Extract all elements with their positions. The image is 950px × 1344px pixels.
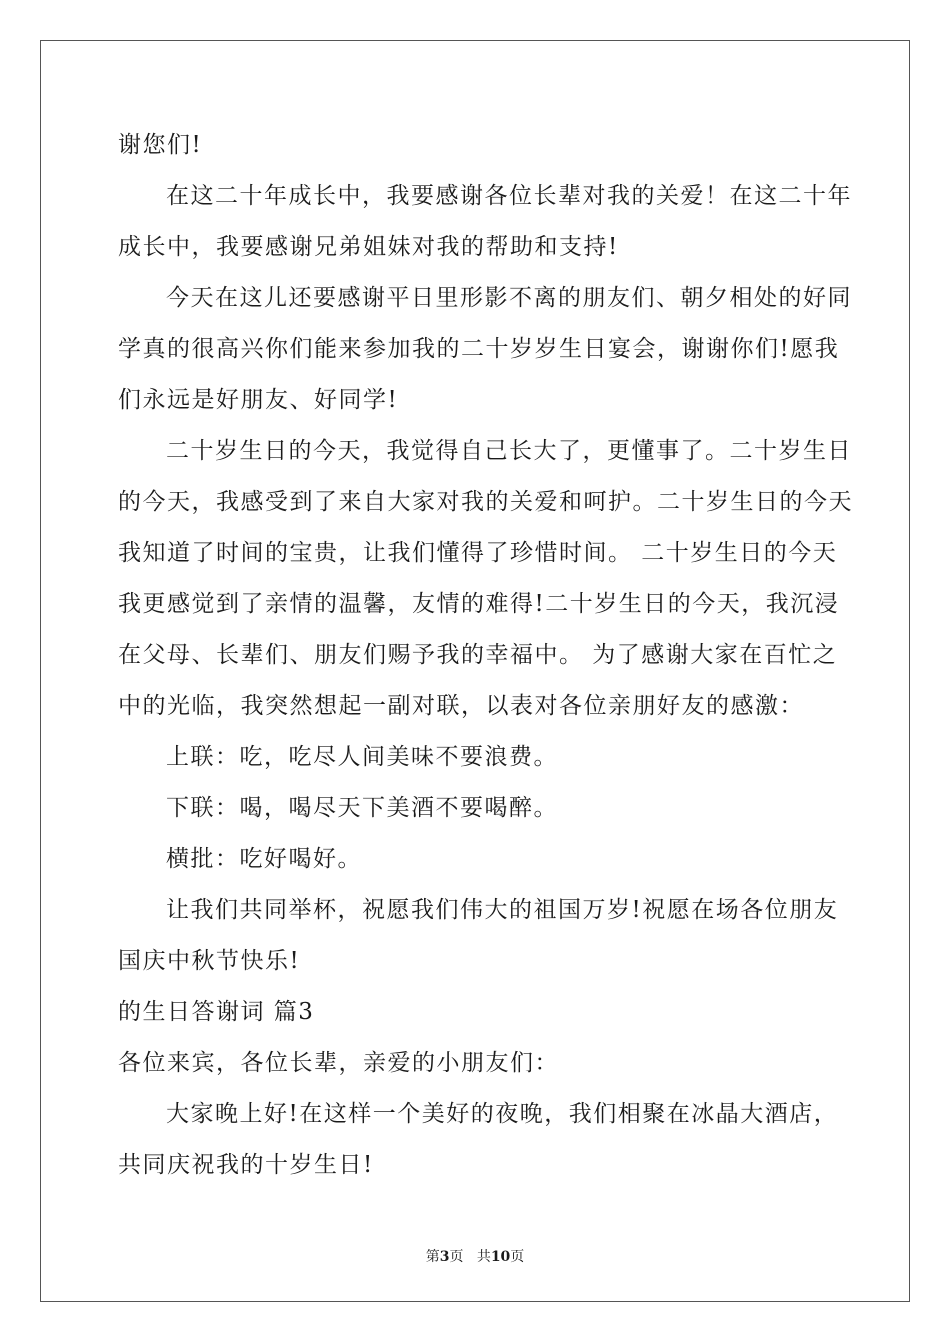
text-line: 中的光临，我突然想起一副对联，以表对各位亲朋好友的感激： <box>118 693 804 719</box>
total-pages: 10 <box>490 1249 511 1265</box>
couplet-first-line: 上联：吃，吃尽人间美味不要浪费。 <box>166 744 558 770</box>
text-line: 我知道了时间的宝贵，让我们懂得了珍惜时间。 二十岁生日的今天 <box>118 540 838 566</box>
page-suffix: 页 <box>449 1249 464 1265</box>
paragraph-start-line: 二十岁生日的今天，我觉得自己长大了，更懂事了。二十岁生日 <box>166 438 852 464</box>
total-prefix: 共 <box>476 1249 491 1265</box>
paragraph-start-line: 大家晚上好!在这样一个美好的夜晚，我们相聚在冰晶大酒店， <box>166 1101 839 1127</box>
section-heading: 的生日答谢词 篇3 <box>118 999 315 1025</box>
document-body <box>118 120 853 1191</box>
page-footer <box>0 1246 950 1266</box>
text-line: 谢您们! <box>118 132 203 158</box>
text-line: 的今天，我感受到了来自大家对我的关爱和呵护。二十岁生日的今天 <box>118 489 853 515</box>
total-suffix: 页 <box>510 1249 525 1265</box>
couplet-second-line: 下联：喝，喝尽天下美酒不要喝醉。 <box>166 795 558 821</box>
text-line: 成长中，我要感谢兄弟姐妹对我的帮助和支持! <box>118 234 619 260</box>
page-number: 3 <box>439 1249 450 1265</box>
paragraph-start-line: 让我们共同举杯，祝愿我们伟大的祖国万岁!祝愿在场各位朋友 <box>166 897 839 923</box>
couplet-banner: 横批：吃好喝好。 <box>166 846 362 872</box>
text-line: 共同庆祝我的十岁生日! <box>118 1152 374 1178</box>
text-line: 国庆中秋节快乐! <box>118 948 301 974</box>
text-line: 我更感觉到了亲情的温馨，友情的难得!二十岁生日的今天，我沉浸 <box>118 591 840 617</box>
text-line: 在父母、长辈们、朋友们赐予我的幸福中。 为了感谢大家在百忙之 <box>118 642 838 668</box>
page-prefix: 第 <box>425 1249 440 1265</box>
paragraph-start-line: 今天在这儿还要感谢平日里形影不离的朋友们、朝夕相处的好同 <box>166 285 852 311</box>
text-line: 学真的很高兴你们能来参加我的二十岁岁生日宴会，谢谢你们!愿我 <box>118 336 840 362</box>
paragraph-start-line: 在这二十年成长中，我要感谢各位长辈对我的关爱！在这二十年 <box>166 183 852 209</box>
salutation: 各位来宾，各位长辈，亲爱的小朋友们： <box>118 1050 559 1076</box>
text-line: 们永远是好朋友、好同学! <box>118 387 399 413</box>
